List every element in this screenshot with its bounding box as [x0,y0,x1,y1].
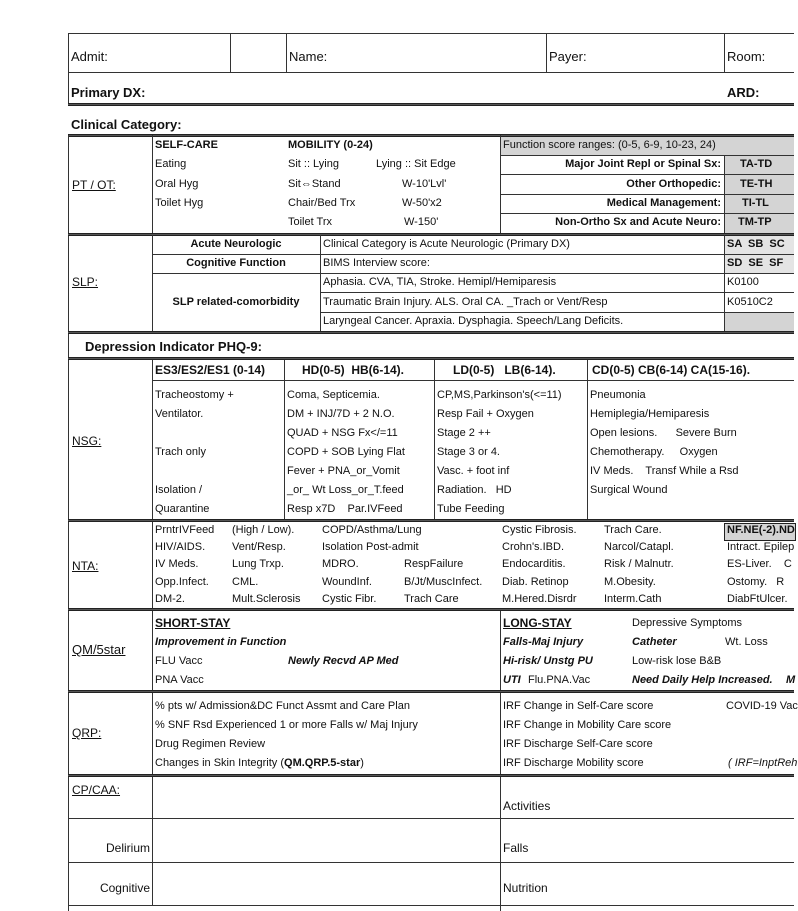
divider [230,33,231,72]
mobility-item: W-50'x2 [402,197,442,209]
nsg-header: LD(0-5) LB(6-14). [453,363,556,377]
nsg-label: NSG: [72,434,102,448]
divider [724,235,725,331]
nsg-item: COPD + SOB Lying Flat [287,446,405,458]
qm-item: Newly Recvd AP Med [288,655,399,667]
self-care-item: Eating [155,158,187,170]
divider [500,194,794,195]
divider [152,611,153,905]
nsg-item: Vasc. + foot inf [437,465,510,477]
nta-item: RespFailure [404,558,464,570]
divider [68,774,794,777]
divider [68,608,794,611]
nta-item: M.Obesity. [604,576,656,588]
divider [152,380,794,381]
qm-item: Low-risk lose B&B [632,655,722,667]
nsg-item: _or_ Wt Loss_or_T.feed [287,484,404,496]
nsg-header: HD(0-5) HB(6-14). [302,363,405,377]
cp-caa-label: CP/CAA: [72,783,121,797]
nta-item: MDRO. [322,558,359,570]
nta-item: IV Meds. [155,558,199,570]
qrp-item: % pts w/ Admission&DC Funct Assmt and Care Plan [155,700,410,712]
slp-code-cell [724,312,794,331]
nta-item: Intract. Epilep [727,541,795,553]
divider [286,33,287,72]
nsg-header: CD(0-5) CB(6-14) CA(15-16). [592,363,751,377]
mobility-item: Sit⇔Stand [288,178,341,190]
nsg-item: Pneumonia [590,389,646,401]
nta-item: Endocarditis. [502,558,566,570]
payer-label: Payer: [549,49,587,64]
nta-item: Trach Care. [604,524,662,536]
divider [68,135,69,911]
name-label: Name: [289,49,328,64]
nsg-header: ES3/ES2/ES1 (0-14) [155,363,266,377]
caa-nutrition: Nutrition [503,881,548,895]
divider [434,360,435,520]
mobility-item: W-10'Lvl' [402,178,447,190]
self-care-item: Oral Hyg [155,178,199,190]
category-label: Other Orthopedic: [626,178,721,190]
divider [152,135,153,233]
qm-item: UTI [503,674,521,686]
divider [320,235,321,331]
qm-item: M [786,674,796,686]
irf-note: ( IRF=InptReh [728,757,798,769]
divider [724,33,725,72]
qrp-irf-item: IRF Discharge Mobility score [503,757,644,769]
slp-code: SA SB SC [727,238,785,250]
divider [68,357,794,360]
category-code: TI-TL [742,197,769,209]
slp-code: K0100 [727,276,759,288]
slp-code: SD SE SF [727,257,784,269]
admit-label: Admit: [71,49,108,64]
nsg-item: QUAD + NSG Fx</=11 [287,427,398,439]
qrp-irf-item: IRF Change in Mobility Care score [503,719,672,731]
nta-item: Crohn's.IBD. [502,541,565,553]
caa-falls: Falls [503,841,529,855]
nta-label: NTA: [72,559,99,573]
nta-item: DM-2. [155,593,185,605]
nta-item: Mult.Sclerosis [232,593,301,605]
primary-dx-label: Primary DX: [71,85,146,100]
nta-item: CML. [232,576,259,588]
qm-item: Improvement in Function [155,636,287,648]
divider [500,611,501,911]
divider [284,360,285,520]
qrp-item: Drug Regimen Review [155,738,266,750]
nsg-item: Tube Feeding [437,503,505,515]
nta-item: ES-Liver. C [727,558,792,570]
nta-item: Interm.Cath [604,593,662,605]
category-label: Major Joint Repl or Spinal Sx: [565,158,721,170]
nta-item: Ostomy. R [727,576,785,588]
qrp-item-bold: QM.QRP.5-star [284,757,361,769]
nta-item: Vent/Resp. [232,541,286,553]
slp-text: Clinical Category is Acute Neurologic (Primary DX) [323,238,570,250]
nsg-item: Coma, Septicemia. [287,389,380,401]
qm-label [72,642,125,657]
category-label: Non-Ortho Sx and Acute Neuro: [555,216,721,228]
nta-item: COPD/Asthma/Lung [322,524,422,536]
divider [587,360,588,520]
divider [320,292,794,293]
slp-group: SLP related-comorbidity [172,296,300,308]
self-care-item: Toilet Hyg [155,197,204,209]
nta-item: Isolation Post-admit [322,541,419,553]
nsg-item: Open lesions. Severe Burn [590,427,737,439]
room-label: Room: [727,49,766,64]
divider [68,331,794,334]
divider [152,360,153,520]
nta-item: (High / Low). [232,524,295,536]
nta-item: PrntrIVFeed [155,524,215,536]
self-care-title: SELF-CARE [155,139,218,151]
divider [68,233,794,236]
qrp-item-end: ) [360,757,364,769]
nsg-item: Isolation / [155,484,203,496]
nta-item: Risk / Malnutr. [604,558,674,570]
nta-item: WoundInf. [322,576,372,588]
depression-indicator-label: Depression Indicator PHQ-9: [85,339,262,354]
nta-item: Opp.Infect. [155,576,209,588]
nsg-item: Resp Fail + Oxygen [437,408,534,420]
mobility-item: Chair/Bed Trx [288,197,356,209]
divider [68,690,794,693]
slp-text: BIMS Interview score: [323,257,430,269]
nta-item: B/Jt/MuscInfect. [404,576,483,588]
divider [152,273,794,274]
qrp-item-text: Changes in Skin Integrity ( [155,757,285,769]
nta-item: Lung Trxp. [232,558,284,570]
category-code: TA-TD [740,158,773,170]
divider [68,134,794,137]
caa-activities: Activities [503,799,551,813]
nsg-item: DM + INJ/7D + 2 N.O. [287,408,395,420]
qm-item: PNA Vacc [155,674,204,686]
slp-group: Acute Neurologic [190,238,282,250]
divider [68,818,794,819]
pt-ot-label: PT / OT: [72,178,116,192]
caa-cognitive: Cognitive [99,881,150,895]
nsg-item: CP,MS,Parkinson's(<=11) [437,389,562,401]
nsg-item: IV Meds. Transf While a Rsd [590,465,739,477]
mobility-item: W-150' [404,216,439,228]
qm-item: FLU Vacc [155,655,203,667]
divider [68,862,794,863]
nta-item: Trach Care [404,593,459,605]
nta-item: DiabFtUlcer. [727,593,788,605]
short-stay-title: SHORT-STAY [155,616,231,630]
nsg-item: Resp x7D Par.IVFeed [287,503,403,515]
nsg-item: Trach only [155,446,206,458]
nsg-item: Hemiplegia/Hemiparesis [590,408,710,420]
nsg-item: Surgical Wound [590,484,668,496]
mobility-item: Lying :: Sit Edge [376,158,456,170]
nta-item: HIV/AIDS. [155,541,206,553]
divider [546,33,547,72]
nta-item: Narcol/Catapl. [604,541,674,553]
qm-label-text: QM/5star [72,642,126,657]
caa-delirium: Delirium [105,841,150,855]
slp-text: Traumatic Brain Injury. ALS. Oral CA. _Trach or Vent/Resp [323,296,608,308]
mobility-item: Toilet Trx [288,216,333,228]
nsg-item: Chemotherapy. Oxygen [590,446,718,458]
qm-item: Flu.PNA.Vac [528,674,591,686]
clinical-category-heading: Clinical Category: [71,117,182,132]
nsg-item: Ventilator. [155,408,204,420]
nsg-item: Tracheostomy + [155,389,234,401]
nta-item: M.Hered.Disrdr [502,593,577,605]
divider [152,522,153,608]
qrp-irf-item: IRF Discharge Self-Care score [503,738,653,750]
divider [500,155,794,156]
divider [68,905,794,906]
ard-label: ARD: [727,85,760,100]
divider [68,72,794,73]
nsg-item: Fever + PNA_or_Vomit [287,465,400,477]
divider [68,519,794,522]
qm-item: Need Daily Help Increased. [632,674,773,686]
function-ranges-text: Function score ranges: (0-5, 6-9, 10-23, 24) [503,139,716,151]
nsg-item: Stage 2 ++ [437,427,491,439]
nsg-item: Quarantine [155,503,210,515]
qm-item: Falls-Maj Injury [503,636,584,648]
divider [500,174,794,175]
qm-item: Depressive Symptoms [632,617,743,629]
qrp-irf-item: IRF Change in Self-Care score [503,700,654,712]
divider [500,135,501,233]
nsg-item: Stage 3 or 4. [437,446,500,458]
slp-code: K0510C2 [727,296,773,308]
divider [152,254,794,255]
long-stay-title: LONG-STAY [503,616,572,630]
divider [68,33,69,105]
slp-label: SLP: [72,275,99,289]
qrp-item [155,757,364,770]
nta-item: Cystic Fibrosis. [502,524,577,536]
divider [68,103,794,106]
divider [500,213,794,214]
nta-item: NF.NE(-2).ND [727,524,795,536]
divider [320,312,794,313]
slp-text: Aphasia. CVA, TIA, Stroke. Hemipl/Hemiparesis [323,276,557,288]
qrp-item: % SNF Rsd Experienced 1 or more Falls w/ Maj Injury [155,719,418,731]
mobility-title: MOBILITY (0-24) [288,139,373,151]
divider [68,33,794,34]
qm-item: Hi-risk/ Unstg PU [503,655,593,667]
qm-item: Catheter [632,636,677,648]
slp-text: Laryngeal Cancer. Apraxia. Dysphagia. Speech/Lang Deficits. [323,315,624,327]
slp-group: Cognitive Function [186,257,286,269]
category-code: TE-TH [740,178,773,190]
category-code: TM-TP [738,216,772,228]
nta-item: Diab. Retinop [502,576,569,588]
nta-item: Cystic Fibr. [322,593,377,605]
qm-item: Wt. Loss [725,636,768,648]
qrp-label: QRP: [72,726,102,740]
nsg-item: Radiation. HD [437,484,512,496]
category-label: Medical Management: [606,197,721,209]
covid-vaccine-item: COVID-19 Vac [726,700,798,712]
mobility-item: Sit :: Lying [288,158,339,170]
